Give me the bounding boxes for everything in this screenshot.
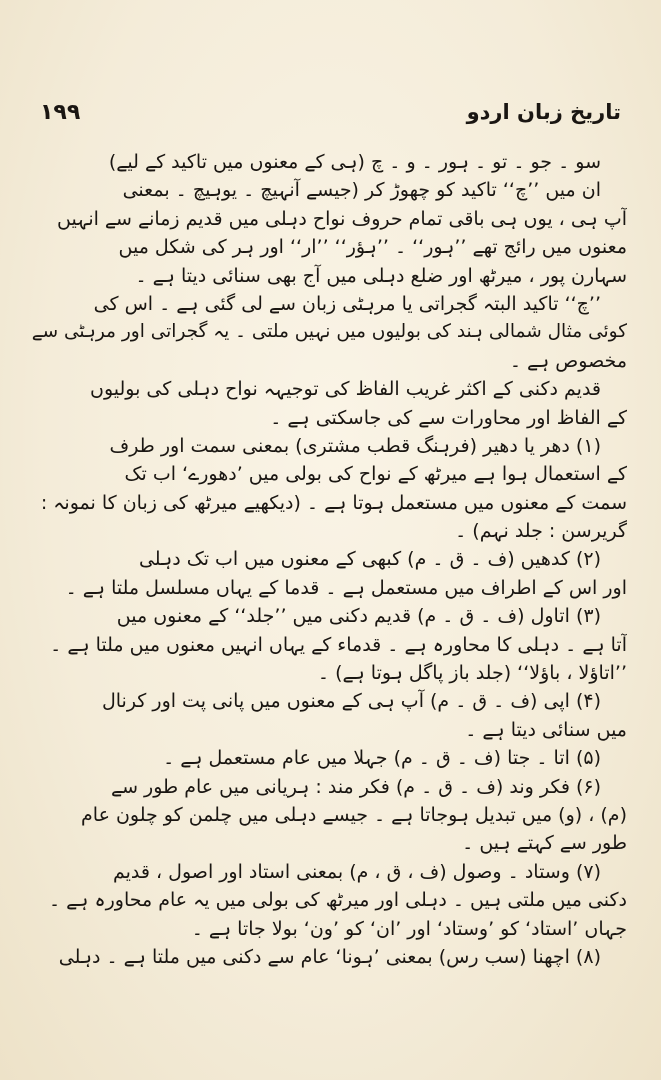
text-line: سمت کے معنوں میں مستعمل ہوتا ہے ۔ (دیکھیے میرٹھ کی زبان کا نمونہ :: [40, 491, 627, 514]
text-line: ’’چ‘‘ تاکید البتہ گجراتی یا مرہٹی زبان سے لی گئی ہے ۔ اس کی: [93, 292, 601, 315]
text-line: (۳) اتاول (ف ۔ ق ۔ م) قدیم دکنی میں ’’جلد‘‘ کے معنوں میں: [116, 605, 601, 628]
text-line: قدیم دکنی کے اکثر غریب الفاظ کی توجیہہ نواح دہلی کی بولیوں: [90, 378, 601, 401]
text-line: آپ ہی ، یوں ہی باقی تمام حروف نواح دہلی میں قدیم زمانے سے انہیں: [56, 207, 627, 230]
text-line: طور سے کہتے ہیں ۔: [462, 832, 627, 855]
page-header: [40, 100, 621, 134]
text-line: (م) ، (و) میں تبدیل ہوجاتا ہے ۔ جیسے دہلی میں چلمن کو چلون عام: [81, 803, 627, 826]
text-line: سہارن پور ، میرٹھ اور ضلع دہلی میں آج بھی سنائی دیتا ہے ۔: [135, 264, 627, 287]
running-title: تاریخ زبان اردو: [466, 100, 621, 124]
text-line: (۶) فکر وند (ف ۔ ق ۔ م) فکر مند : ہریانی میں عام طور سے: [110, 775, 601, 798]
text-line: اور اس کے اطراف میں مستعمل ہے ۔ قدما کے یہاں مسلسل ملتا ہے ۔: [65, 576, 627, 599]
text-line: مخصوص ہے ۔: [509, 349, 627, 372]
body-text: [30, 148, 627, 971]
text-line: میں سنائی دیتا ہے ۔: [465, 718, 627, 741]
text-line: کے استعمال ہوا ہے میرٹھ کے نواح کی بولی میں ’دھورے‘ اب تک: [124, 463, 627, 486]
page-number: ۱۹۹: [40, 100, 81, 125]
text-line: کوئی مثال شمالی ہند کی بولیوں میں نہیں ملتی ۔ یہ گجراتی اور مرہٹی سے: [31, 321, 627, 343]
text-line: سو ۔ جو ۔ تو ۔ ہور ۔ و ۔ چ (ہی کے معنوں میں تاکید کے لیے): [108, 151, 601, 173]
text-line: (۸) اچھنا (سب رس) بمعنی ’ہونا‘ عام سے دکنی میں ملتا ہے ۔ دہلی: [58, 945, 601, 968]
text-line: گریرسن : جلد نہم) ۔: [455, 520, 627, 543]
text-line: (۷) وستاد ۔ وصول (ف ، ق ، م) بمعنی استاد اور اصول ، قدیم: [112, 860, 601, 883]
text-line: (۵) اتا ۔ جتا (ف ۔ ق ۔ م) جہلا میں عام مستعمل ہے ۔: [163, 747, 601, 770]
text-line: (۲) کدھیں (ف ۔ ق ۔ م) کبھی کے معنوں میں اب تک دہلی: [138, 548, 601, 571]
text-line: ان میں ’’چ‘‘ تاکید کو چھوڑ کر (جیسے آنہیچ ۔ یوہیچ ۔ بمعنی: [122, 179, 601, 202]
text-line: معنوں میں رائج تھے ’’ہور‘‘ ۔ ’’ہؤر‘‘ ’’ار‘‘ اور ہر کی شکل میں: [118, 236, 627, 259]
text-line: آتا ہے ۔ دہلی کا محاورہ ہے ۔ قدماء کے یہاں انہیں معنوں میں ملتا ہے ۔: [50, 633, 627, 656]
text-line: ’’اتاؤلا ، باؤلا‘‘ (جلد باز پاگل ہوتا ہے) ۔: [317, 662, 627, 685]
text-line: (۱) دھر یا دھیر (فرہنگ قطب مشتری) بمعنی سمت اور طرف: [109, 434, 601, 457]
text-line: جہاں ’استاد‘ کو ’وستاد‘ اور ’ان‘ کو ’ون‘ بولا جاتا ہے ۔: [191, 917, 627, 940]
text-line: (۴) اپی (ف ۔ ق ۔ م) آپ ہی کے معنوں میں پانی پت اور کرنال: [101, 690, 601, 713]
text-line: دکنی میں ملتی ہیں ۔ دہلی اور میرٹھ کی بولی میں یہ عام محاورہ ہے ۔: [49, 889, 627, 912]
text-line: کے الفاظ اور محاورات سے کی جاسکتی ہے ۔: [270, 406, 627, 429]
